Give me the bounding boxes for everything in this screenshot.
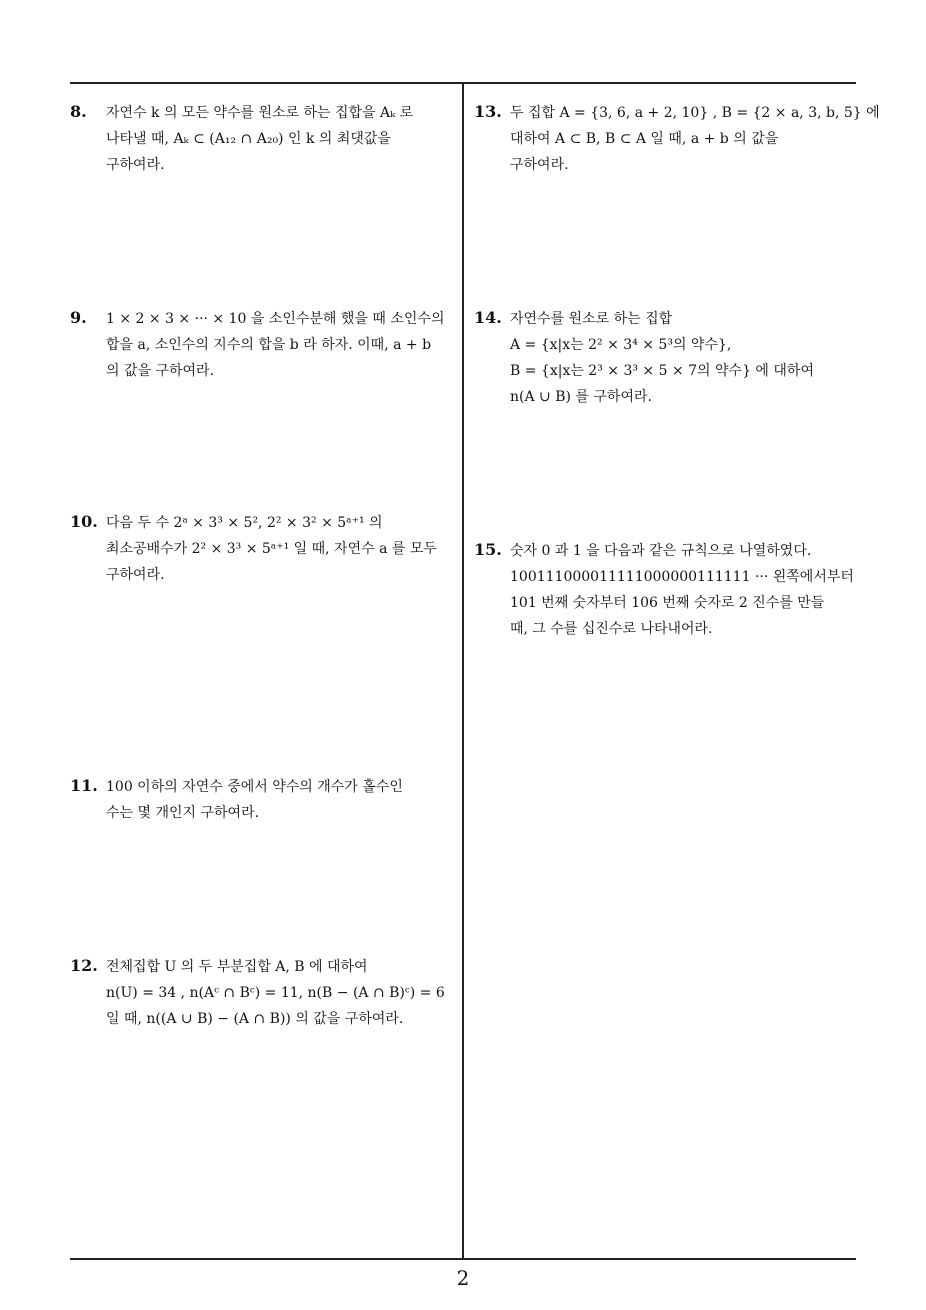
problem-12	[70, 956, 458, 1034]
problem-line: 수는 몇 개인지 구하여라.	[106, 805, 260, 821]
problem-line: 의 값을 구하여라.	[106, 363, 215, 379]
problem-line: 일 때, n((A ∪ B) − (A ∩ B)) 의 값을 구하여라.	[106, 1011, 404, 1027]
problem-number: 9.	[70, 308, 87, 327]
problem-line: n(A ∪ B) 를 구하여라.	[510, 389, 652, 405]
problem-10	[70, 512, 458, 590]
problem-11	[70, 776, 458, 828]
problem-8	[70, 102, 458, 180]
column-divider	[462, 82, 464, 1259]
problem-line: 대하여 A ⊂ B, B ⊂ A 일 때, a + b 의 값을	[510, 131, 779, 147]
problem-number: 10.	[70, 512, 98, 531]
problem-line: A = {x|x는 2² × 3⁴ × 5³의 약수},	[510, 337, 732, 353]
problem-line: B = {x|x는 2³ × 3³ × 5 × 7의 약수} 에 대하여	[510, 363, 814, 379]
page-number: 2	[456, 1266, 470, 1290]
bottom-rule	[70, 1258, 856, 1260]
problem-text	[106, 956, 458, 1034]
problem-line: 구하여라.	[106, 567, 165, 583]
problem-number: 14.	[474, 308, 502, 327]
problem-text	[106, 102, 458, 180]
problem-14	[474, 308, 860, 412]
problem-line: 최소공배수가 2² × 3³ × 5ᵃ⁺¹ 일 때, 자연수 a 를 모두	[106, 541, 437, 557]
problem-number: 15.	[474, 540, 502, 559]
problem-line: 합을 a, 소인수의 지수의 합을 b 라 하자. 이때, a + b	[106, 337, 432, 353]
problem-line: 자연수 k 의 모든 약수를 원소로 하는 집합을 Aₖ 로	[106, 105, 414, 121]
problem-line: 101 번째 숫자부터 106 번째 숫자로 2 진수를 만들	[510, 595, 825, 611]
problem-15	[474, 540, 860, 644]
problem-number: 11.	[70, 776, 98, 795]
problem-line: 다음 두 수 2ᵃ × 3³ × 5², 2² × 3² × 5ᵃ⁺¹ 의	[106, 515, 383, 531]
problem-line: 100 이하의 자연수 중에서 약수의 개수가 홀수인	[106, 779, 403, 795]
problem-line: 전체집합 U 의 두 부분집합 A, B 에 대하여	[106, 959, 368, 975]
problem-line: 구하여라.	[106, 157, 165, 173]
problem-text	[106, 776, 458, 828]
problem-line: 숫자 0 과 1 을 다음과 같은 규칙으로 나열하였다.	[510, 543, 812, 559]
problem-line: 100111000011111000000111111 ··· 왼쪽에서부터	[510, 569, 854, 585]
problem-number: 12.	[70, 956, 98, 975]
problem-line: 구하여라.	[510, 157, 569, 173]
problem-number: 8.	[70, 102, 87, 121]
problem-9	[70, 308, 458, 386]
problem-text	[106, 308, 458, 386]
problem-line: 때, 그 수를 십진수로 나타내어라.	[510, 621, 713, 637]
problem-text	[106, 512, 458, 590]
problem-13	[474, 102, 880, 180]
problem-line: 나타낼 때, Aₖ ⊂ (A₁₂ ∩ A₂₀) 인 k 의 최댓값을	[106, 131, 391, 147]
problem-line: n(U) = 34 , n(Aᶜ ∩ Bᶜ) = 11, n(B − (A ∩ B)ᶜ) = 6	[106, 985, 445, 1001]
problem-line: 자연수를 원소로 하는 집합	[510, 311, 673, 327]
problem-text	[510, 540, 860, 644]
problem-number: 13.	[474, 102, 502, 121]
problem-line: 두 집합 A = {3, 6, a + 2, 10} , B = {2 × a, 3, b, 5} 에	[510, 105, 880, 121]
problem-line: 1 × 2 × 3 × ··· × 10 을 소인수분해 했을 때 소인수의	[106, 311, 445, 327]
problem-text	[510, 308, 860, 412]
problem-text	[510, 102, 880, 180]
